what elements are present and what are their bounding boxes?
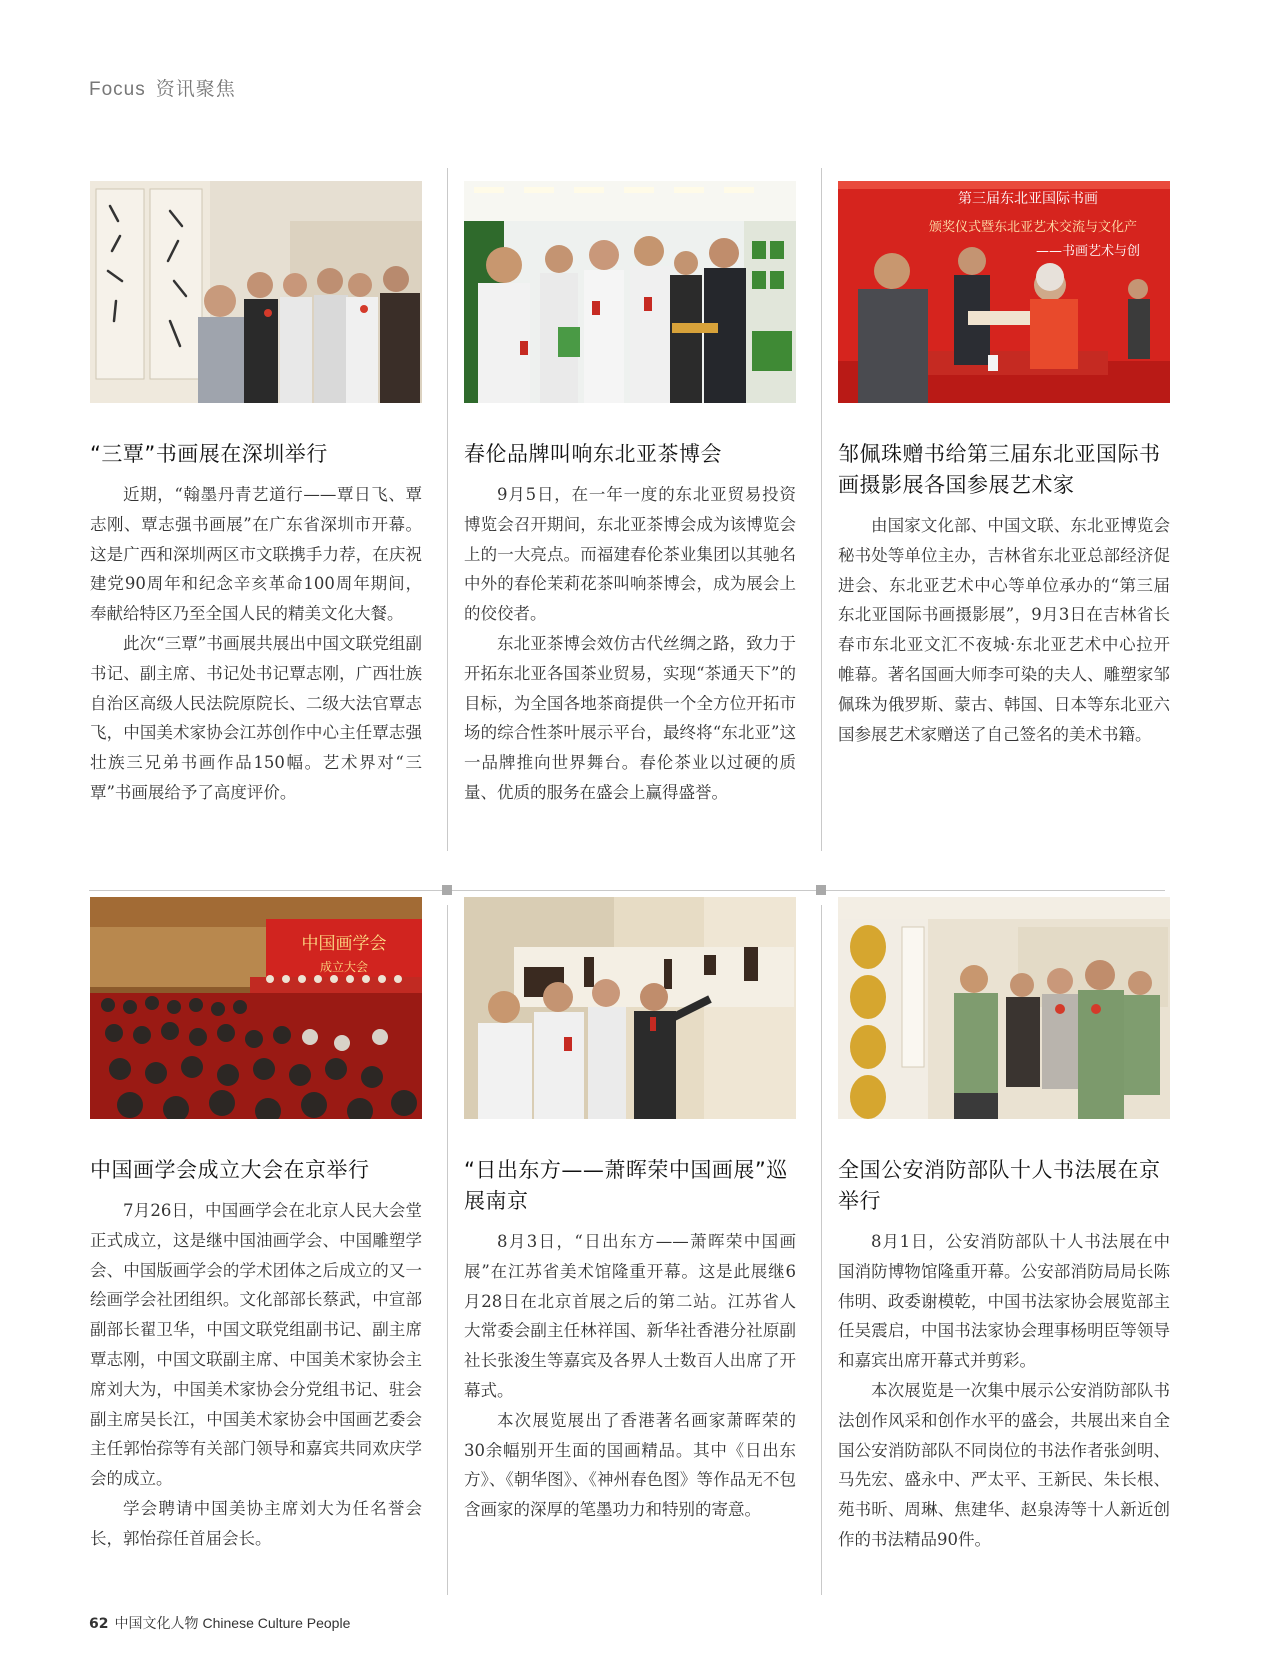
photo-banner-text-2: 颁奖仪式暨东北亚艺术交流与文化产 [928,220,1138,235]
article-1-title: “三覃”书画展在深圳举行 [90,442,328,466]
page-number: 62 [89,1616,109,1632]
article-5-title: “日出东方——萧晖荣中国画展”巡展南京 [464,1158,788,1213]
section-header [89,74,236,101]
photo-banner-text-4: 中国画学会 [301,934,387,954]
article-6-photo [838,897,1170,1119]
article-3 [838,181,1170,749]
article-1-body [90,480,422,808]
article-6-paragraph: 本次展览是一次集中展示公安消防部队书法创作风采和创作水平的盛会，共展出来自全国公安消防部队不同岗位的书法作者张剑明、马先宏、盛永中、严太平、王新民、朱长根、苑书昕、周琳、焦建华、赵泉涛等十人新近创作的书法精品90件。 [838,1380,1170,1549]
article-2-paragraph: 东北亚茶博会效仿古代丝绸之路，致力于开拓东北亚各国茶业贸易，实现“茶通天下”的目标，为全国各地茶商提供一个全方位开拓市场的综合性茶叶展示平台，最终将“东北亚”这一品牌推向世界舞台。春伦茶业以过硬的质量、优质的服务在盛会上赢得盛誉。 [464,633,796,802]
photo-banner-text-3: ——书画艺术与创 [1035,244,1141,259]
article-6-title: 全国公安消防部队十人书法展在京举行 [838,1158,1161,1213]
photo-banner-text-5: 成立大会 [319,960,369,974]
article-1-photo [90,181,422,403]
magazine-name-zh: 中国文化人物 [114,1616,199,1632]
column-divider-2 [821,168,822,851]
article-3-photo [838,181,1170,403]
article-5 [464,897,796,1525]
magazine-name-en: Chinese Culture People [202,1615,351,1631]
column-divider-3 [447,905,448,1595]
article-6-paragraph: 8月1日，公安消防部队十人书法展在中国消防博物馆隆重开幕。公安部消防局局长陈伟明、政委谢模乾，中国书法家协会展览部主任吴震启，中国书法家协会理事杨明臣等领导和嘉宾出席开幕式并剪彩。 [838,1232,1170,1371]
article-4-body [90,1196,422,1554]
article-3-paragraph: 由国家文化部、中国文联、东北亚博览会秘书处等单位主办，吉林省东北亚总部经济促进会、东北亚艺术中心等单位承办的“第三届东北亚国际书画摄影展”，9月3日在吉林省长春市东北亚文汇不夜城·东北亚艺术中心拉开帷幕。著名国画大师李可染的夫人、雕塑家邹佩珠为俄罗斯、蒙古、韩国、日本等东北亚六国参展艺术家赠送了自己签名的美术书籍。 [838,516,1170,744]
article-5-body [464,1227,796,1525]
article-1-paragraph: 近期，“翰墨丹青艺道行——覃日飞、覃志刚、覃志强书画展”在广东省深圳市开幕。这是广西和深圳两区市文联携手力荐，在庆祝建党90周年和纪念辛亥革命100周年期间，奉献给特区乃至全国人民的精美文化大餐。 [90,485,422,624]
article-2-body [464,480,796,808]
article-4 [90,897,422,1554]
article-3-body [838,511,1170,749]
column-divider-4 [821,905,822,1595]
article-2-title: 春伦品牌叫响东北亚茶博会 [464,442,722,466]
page-footer [89,1613,350,1633]
article-1-paragraph: 此次“三覃”书画展共展出中国文联党组副书记、副主席、书记处书记覃志刚，广西壮族自治区高级人民法院原院长、二级大法官覃志飞，中国美术家协会江苏创作中心主任覃志强壮族三兄弟书画作品150幅。艺术界对“三覃”书画展给予了高度评价。 [90,633,422,802]
article-4-paragraph: 学会聘请中国美协主席刘大为任名誉会长，郭怡孮任首届会长。 [90,1498,422,1548]
article-6-body [838,1227,1170,1555]
article-4-title: 中国画学会成立大会在京举行 [90,1158,370,1182]
section-label-en: Focus [89,79,146,100]
section-label-zh: 资讯聚焦 [155,78,236,100]
article-4-paragraph: 7月26日，中国画学会在北京人民大会堂正式成立，这是继中国油画学会、中国雕塑学会、中国版画学会的学术团体之后成立的又一绘画学会社团组织。文化部部长蔡武，中宣部副部长翟卫华，中国文联党组副书记、副主席覃志刚，中国文联副主席、中国美术家协会主席刘大为，中国美术家协会分党组书记、驻会副主席吴长江，中国美术家协会中国画艺委会主任郭怡孮等有关部门领导和嘉宾共同欢庆学会的成立。 [90,1201,422,1489]
divider-node-1 [442,885,452,895]
article-2 [464,181,796,808]
divider-node-2 [816,885,826,895]
article-6 [838,897,1170,1555]
article-1 [90,181,422,808]
article-2-paragraph: 9月5日，在一年一度的东北亚贸易投资博览会召开期间，东北亚茶博会成为该博览会上的一大亮点。而福建春伦茶业集团以其驰名中外的春伦茉莉花茶叫响茶博会，成为展会上的佼佼者。 [464,485,796,624]
article-5-photo [464,897,796,1119]
column-divider-1 [447,168,448,851]
article-2-photo [464,181,796,403]
photo-banner-text-1: 第三届东北亚国际书画 [958,191,1098,207]
article-5-paragraph: 本次展览展出了香港著名画家萧晖荣的30余幅别开生面的国画精品。其中《日出东方》、《朝华图》、《神州春色图》等作品无不包含画家的深厚的笔墨功力和特别的寄意。 [464,1410,796,1520]
article-4-photo [90,897,422,1119]
row-divider [89,890,1165,891]
article-3-title: 邹佩珠赠书给第三届东北亚国际书画摄影展各国参展艺术家 [838,442,1161,497]
article-5-paragraph: 8月3日，“日出东方——萧晖荣中国画展”在江苏省美术馆隆重开幕。这是此展继6月28日在北京首展之后的第二站。江苏省人大常委会副主任林祥国、新华社香港分社原副社长张浚生等嘉宾及各界人士数百人出席了开幕式。 [464,1232,796,1400]
